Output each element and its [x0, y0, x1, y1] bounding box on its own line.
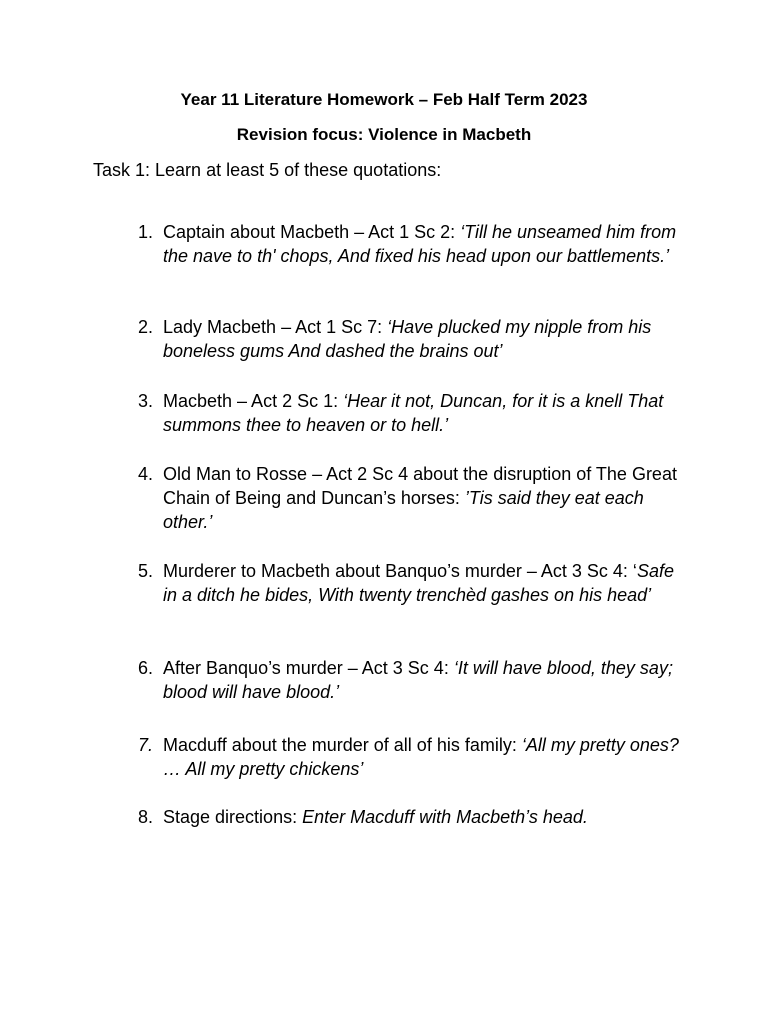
item-number: 3. [138, 391, 154, 411]
item-body [163, 805, 683, 829]
quote-text: ‘It will have blood, they say; blood will have blood.’ [163, 658, 673, 702]
quote-text: ‘Till he unseamed him from the nave to th' chops, And fixed his head upon our battlements.’ [163, 222, 677, 266]
item-body [163, 389, 683, 437]
page-subtitle: Revision focus: Violence in Macbeth [236, 125, 532, 144]
item-body [163, 462, 683, 534]
quote-text: Enter Macduff with Macbeth’s head. [302, 807, 588, 827]
quote-text: ‘Hear it not, Duncan, for it is a knell That summons thee to heaven or to hell.’ [163, 391, 664, 435]
item-number: 1. [138, 222, 154, 242]
task-instruction: Task 1: Learn at least 5 of these quotations: [93, 160, 442, 180]
item-body [163, 656, 683, 704]
item-number: 8. [138, 807, 154, 827]
quote-context: Captain about Macbeth – Act 1 Sc 2: [163, 222, 461, 242]
quote-context: Macduff about the murder of all of his family: [163, 735, 522, 755]
quote-context: Lady Macbeth – Act 1 Sc 7: [163, 317, 388, 337]
quote-text: Safe in a ditch he bides, With twenty trenchèd gashes on his head’ [163, 561, 674, 605]
quote-context: Old Man to Rosse – Act 2 Sc 4 about the disruption of The Great Chain of Being and Duncan’s horses: [163, 464, 677, 508]
quote-context: After Banquo’s murder – Act 3 Sc 4: [163, 658, 454, 678]
quote-text: ‘All my pretty ones? … All my pretty chickens’ [163, 735, 679, 779]
item-number: 5. [138, 561, 154, 581]
item-body [163, 559, 683, 607]
quote-context: Murderer to Macbeth about Banquo’s murder – Act 3 Sc 4: ‘ [163, 561, 637, 581]
item-number: 6. [138, 658, 154, 678]
quote-text: ’Tis said they eat each other.’ [163, 488, 644, 532]
quote-text: ‘Have plucked my nipple from his boneless gums And dashed the brains out’ [163, 317, 652, 361]
quote-context: Macbeth – Act 2 Sc 1: [163, 391, 344, 411]
item-number: 2. [138, 317, 154, 337]
item-number: 4. [138, 464, 154, 484]
item-body [163, 220, 683, 268]
item-number: 7. [138, 735, 154, 755]
item-body [163, 733, 683, 781]
quote-context: Stage directions: [163, 807, 303, 827]
page-title: Year 11 Literature Homework – Feb Half Term 2023 [180, 90, 588, 109]
item-body [163, 315, 683, 363]
